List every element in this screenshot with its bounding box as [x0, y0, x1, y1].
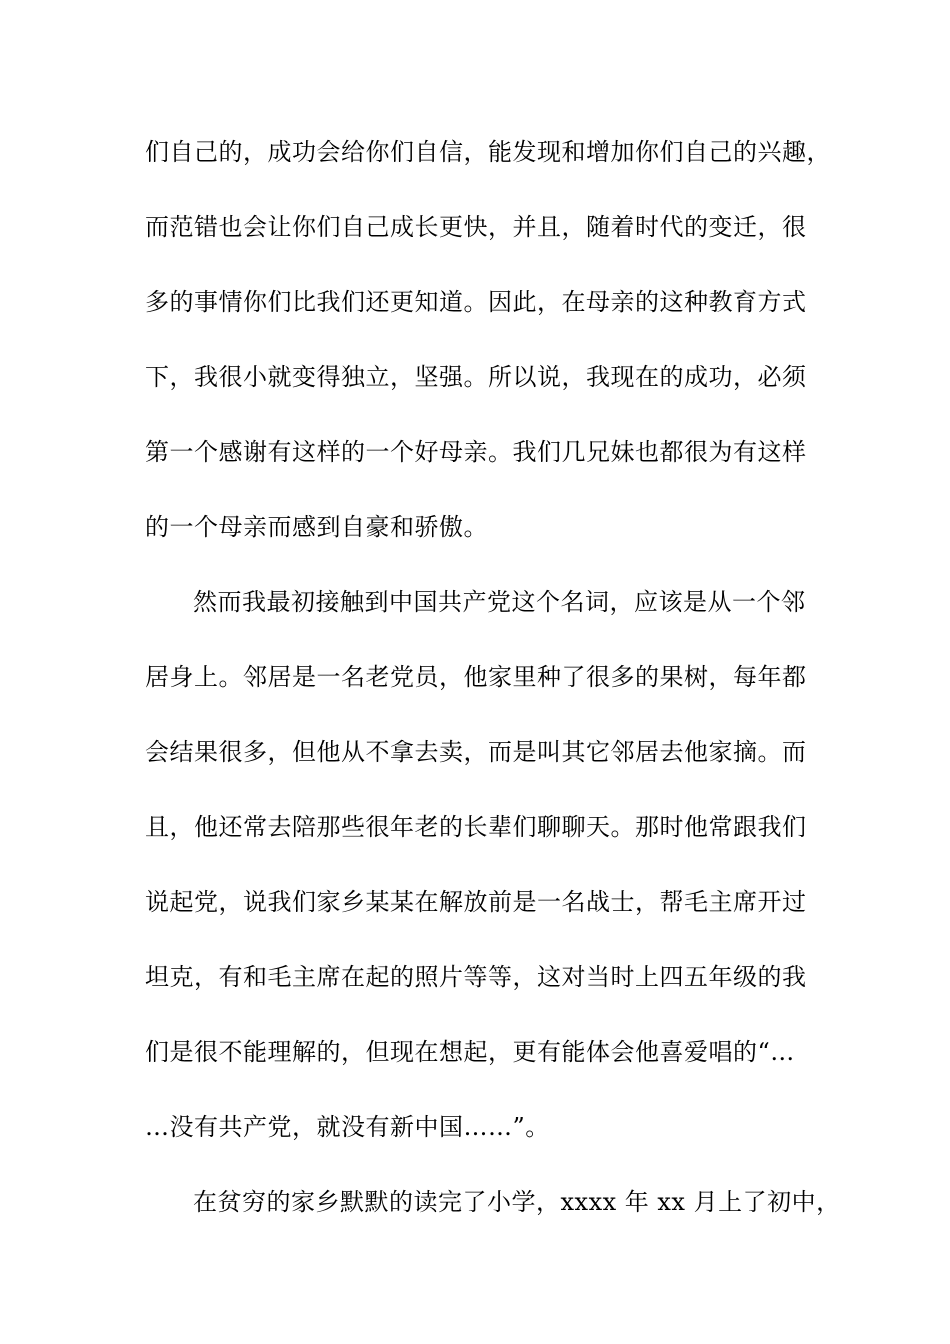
text-line: 的一个母亲而感到自豪和骄傲。	[145, 513, 488, 541]
text-line: 居身上。邻居是一名老党员，他家里种了很多的果树，每年都	[145, 663, 807, 691]
text-line: 下，我很小就变得独立，坚强。所以说，我现在的成功，必须	[145, 363, 807, 391]
text-line: 们自己的，成功会给你们自信，能发现和增加你们自己的兴趣，	[145, 138, 831, 166]
text-line: 们是很不能理解的，但现在想起，更有能体会他喜爱唱的“…	[145, 1038, 795, 1066]
text-line: 第一个感谢有这样的一个好母亲。我们几兄妹也都很为有这样	[145, 438, 807, 466]
text-line: 说起党，说我们家乡某某在解放前是一名战士，帮毛主席开过	[145, 888, 807, 916]
text-line: 多的事情你们比我们还更知道。因此，在母亲的这种教育方式	[145, 288, 807, 316]
paragraph-first-line: 然而我最初接触到中国共产党这个名词，应该是从一个邻	[193, 588, 806, 616]
text-line: 且，他还常去陪那些很年老的长辈们聊聊天。那时他常跟我们	[145, 813, 807, 841]
paragraph-first-line: 在贫穷的家乡默默的读完了小学，xxxx 年 xx 月上了初中，	[193, 1188, 841, 1216]
text-line: 会结果很多，但他从不拿去卖，而是叫其它邻居去他家摘。而	[145, 738, 807, 766]
text-line: …没有共产党，就没有新中国……”。	[145, 1113, 550, 1141]
text-line: 而范错也会让你们自己成长更快，并且，随着时代的变迁，很	[145, 213, 807, 241]
text-line: 坦克，有和毛主席在起的照片等等，这对当时上四五年级的我	[145, 963, 807, 991]
